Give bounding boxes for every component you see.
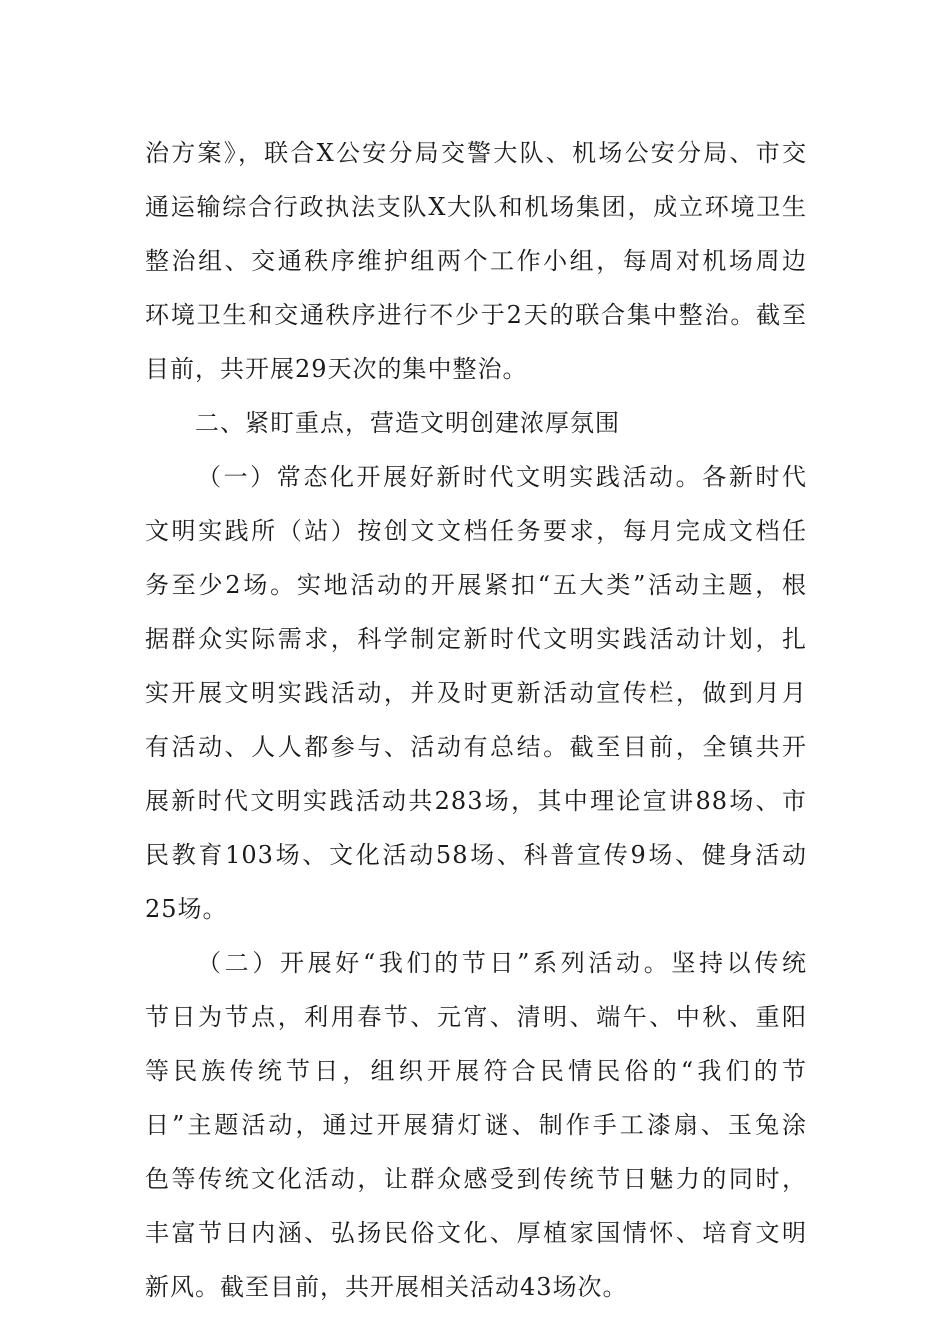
document-body — [145, 126, 807, 1314]
text-line: 环境卫生和交通秩序进行不少于2天的联合集中整治。截至 — [145, 301, 807, 329]
text-line: 展新时代文明实践活动共283场，其中理论宣讲88场、市 — [145, 787, 807, 815]
text-line: 新风。截至目前，共开展相关活动43场次。 — [145, 1273, 628, 1301]
text-line: 丰富节日内涵、弘扬民俗文化、厚植家国情怀、培育文明 — [145, 1219, 807, 1247]
text-line: 据群众实际需求，科学制定新时代文明实践活动计划，扎 — [145, 625, 807, 653]
text-line: 目前，共开展29天次的集中整治。 — [145, 355, 528, 383]
text-line: 文明实践所（站）按创文文档任务要求，每月完成文档任 — [145, 517, 807, 545]
paragraph-subsection-1 — [145, 450, 807, 936]
text-line: 治方案》，联合X公安分局交警大队、机场公安分局、市交 — [145, 139, 807, 167]
text-line: （一）常态化开展好新时代文明实践活动。各新时代 — [197, 463, 807, 491]
text-line: （二）开展好“我们的节日”系列活动。坚持以传统 — [197, 949, 807, 977]
text-line: 节日为节点，利用春节、元宵、清明、端午、中秋、重阳 — [145, 1003, 807, 1031]
text-line: 民教育103场、文化活动58场、科普宣传9场、健身活动 — [145, 841, 807, 869]
text-line: 日”主题活动，通过开展猜灯谜、制作手工漆扇、玉兔涂 — [145, 1111, 807, 1139]
section-heading — [145, 396, 807, 450]
paragraph-continuation — [145, 126, 807, 396]
text-line: 通运输综合行政执法支队X大队和机场集团，成立环境卫生 — [145, 193, 807, 221]
text-line: 整治组、交通秩序维护组两个工作小组，每周对机场周边 — [145, 247, 807, 275]
text-line: 色等传统文化活动，让群众感受到传统节日魅力的同时， — [145, 1165, 807, 1193]
text-line: 实开展文明实践活动，并及时更新活动宣传栏，做到月月 — [145, 679, 807, 707]
text-line: 25场。 — [145, 895, 228, 923]
heading-text: 二、紧盯重点，营造文明创建浓厚氛围 — [195, 409, 620, 437]
text-line: 务至少2场。实地活动的开展紧扣“五大类”活动主题，根 — [145, 571, 807, 599]
text-line: 等民族传统节日，组织开展符合民情民俗的“我们的节 — [145, 1057, 807, 1085]
paragraph-subsection-2 — [145, 936, 807, 1314]
text-line: 有活动、人人都参与、活动有总结。截至目前，全镇共开 — [145, 733, 807, 761]
